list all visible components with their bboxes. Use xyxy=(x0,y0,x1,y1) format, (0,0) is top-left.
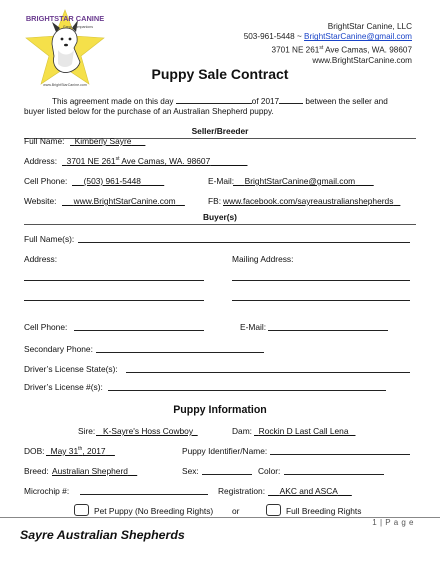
sex-label: Sex: xyxy=(182,466,199,476)
buyer-address-line-1[interactable] xyxy=(24,280,204,281)
company-website: www.BrightStarCanine.com xyxy=(312,55,412,65)
buyer-mailing-line-2[interactable] xyxy=(232,300,410,301)
buyer-cell-label: Cell Phone: xyxy=(24,322,68,332)
puppy-identifier-label: Puppy Identifier/Name: xyxy=(182,446,268,456)
company-address: 3701 NE 261st Ave Camas, WA. 98607 xyxy=(271,44,412,55)
seller-cell-value[interactable]: (503) 961-5448 xyxy=(83,176,141,186)
sire-label: Sire: xyxy=(78,426,96,436)
buyer-full-names-label: Full Name(s): xyxy=(24,234,75,244)
buyer-address-line-2[interactable] xyxy=(24,300,204,301)
seller-full-name-value[interactable]: Kimberly Sayre xyxy=(74,136,132,146)
footer-kennel-name: Sayre Australian Shepherds xyxy=(20,528,185,542)
color-field[interactable] xyxy=(284,474,384,475)
buyer-mailing-line-1[interactable] xyxy=(232,280,410,281)
page-number: 1 | P a g e xyxy=(372,518,414,527)
seller-full-name-label: Full Name: xyxy=(24,136,65,146)
pet-puppy-label: Pet Puppy (No Breeding Rights) xyxy=(94,506,214,516)
agreement-year-tail-field[interactable] xyxy=(279,96,303,104)
agreement-day-field[interactable] xyxy=(176,96,252,104)
seller-address-label: Address: xyxy=(24,156,58,166)
letterhead xyxy=(244,22,412,66)
microchip-field[interactable] xyxy=(80,494,208,495)
buyer-cell-field[interactable] xyxy=(74,330,204,331)
logo-name: BRIGHTSTAR CANINE xyxy=(25,14,105,23)
buyer-address-label: Address: xyxy=(24,254,58,264)
pet-puppy-checkbox[interactable] xyxy=(74,504,89,516)
buyer-full-names-field[interactable] xyxy=(78,242,410,243)
seller-fb-label: FB: xyxy=(208,196,222,206)
microchip-label: Microchip #: xyxy=(24,486,70,496)
logo-subtitle: Great Companions xyxy=(62,25,94,29)
dl-number-field[interactable] xyxy=(108,390,386,391)
company-name: BrightStar Canine, LLC xyxy=(327,22,412,31)
buyer-mailing-label: Mailing Address: xyxy=(232,254,294,264)
buyer-email-label: E-Mail: xyxy=(240,322,267,332)
color-label: Color: xyxy=(258,466,281,476)
puppy-info-heading: Puppy Information xyxy=(173,404,267,416)
seller-email-value[interactable]: BrightStarCanine@gmail.com xyxy=(244,176,356,186)
company-phone: 503-961-5448 ~ xyxy=(243,32,305,42)
full-breeding-checkbox[interactable] xyxy=(266,504,281,516)
page-title: Puppy Sale Contract xyxy=(151,66,289,82)
intro-paragraph: This agreement made on this day of 2017 between the seller and buyer listed below for the purchase of an Australian Shepherd puppy. xyxy=(24,97,388,116)
seller-website-label: Website: xyxy=(24,196,57,206)
dob-label: DOB: xyxy=(24,446,45,456)
company-email-link[interactable]: BrightStarCanine@gmail.com xyxy=(304,32,412,42)
seller-heading: Seller/Breeder xyxy=(191,126,249,136)
buyer-divider xyxy=(24,224,416,225)
or-label: or xyxy=(232,506,240,516)
registration-value[interactable]: AKC and ASCA xyxy=(279,486,338,496)
dl-state-label: Driver’s License State(s): xyxy=(24,364,118,374)
sire-value[interactable]: K-Sayre's Hoss Cowboy xyxy=(102,426,194,436)
seller-website-value[interactable]: www.BrightStarCanine.com xyxy=(73,196,176,206)
dob-value[interactable]: May 31th, 2017 xyxy=(50,446,106,456)
breed-label: Breed: xyxy=(24,466,49,476)
contact-line xyxy=(244,32,412,42)
seller-email-label: E-Mail: xyxy=(208,176,235,186)
buyer-secondary-label: Secondary Phone: xyxy=(24,344,93,354)
breed-value[interactable]: Australian Shepherd xyxy=(52,466,128,476)
dl-number-label: Driver’s License #(s): xyxy=(24,382,103,392)
seller-cell-label: Cell Phone: xyxy=(24,176,68,186)
puppy-identifier-field[interactable] xyxy=(270,454,410,455)
logo-url: www.BrightStarCanine.com xyxy=(43,83,87,87)
sex-field[interactable] xyxy=(202,474,252,475)
buyer-secondary-field[interactable] xyxy=(96,352,264,353)
dam-label: Dam: xyxy=(232,426,253,436)
dam-value[interactable]: Rockin D Last Call Lena xyxy=(258,426,349,436)
dl-state-field[interactable] xyxy=(126,372,410,373)
buyer-email-field[interactable] xyxy=(268,330,388,331)
registration-label: Registration: xyxy=(218,486,266,496)
full-breeding-label: Full Breeding Rights xyxy=(286,506,362,516)
seller-fb-value[interactable]: www.facebook.com/sayreaustralianshepherds xyxy=(223,196,394,206)
seller-address-value[interactable]: 3701 NE 261st Ave Camas, WA. 98607 xyxy=(66,156,211,166)
buyer-heading: Buyer(s) xyxy=(203,212,237,222)
